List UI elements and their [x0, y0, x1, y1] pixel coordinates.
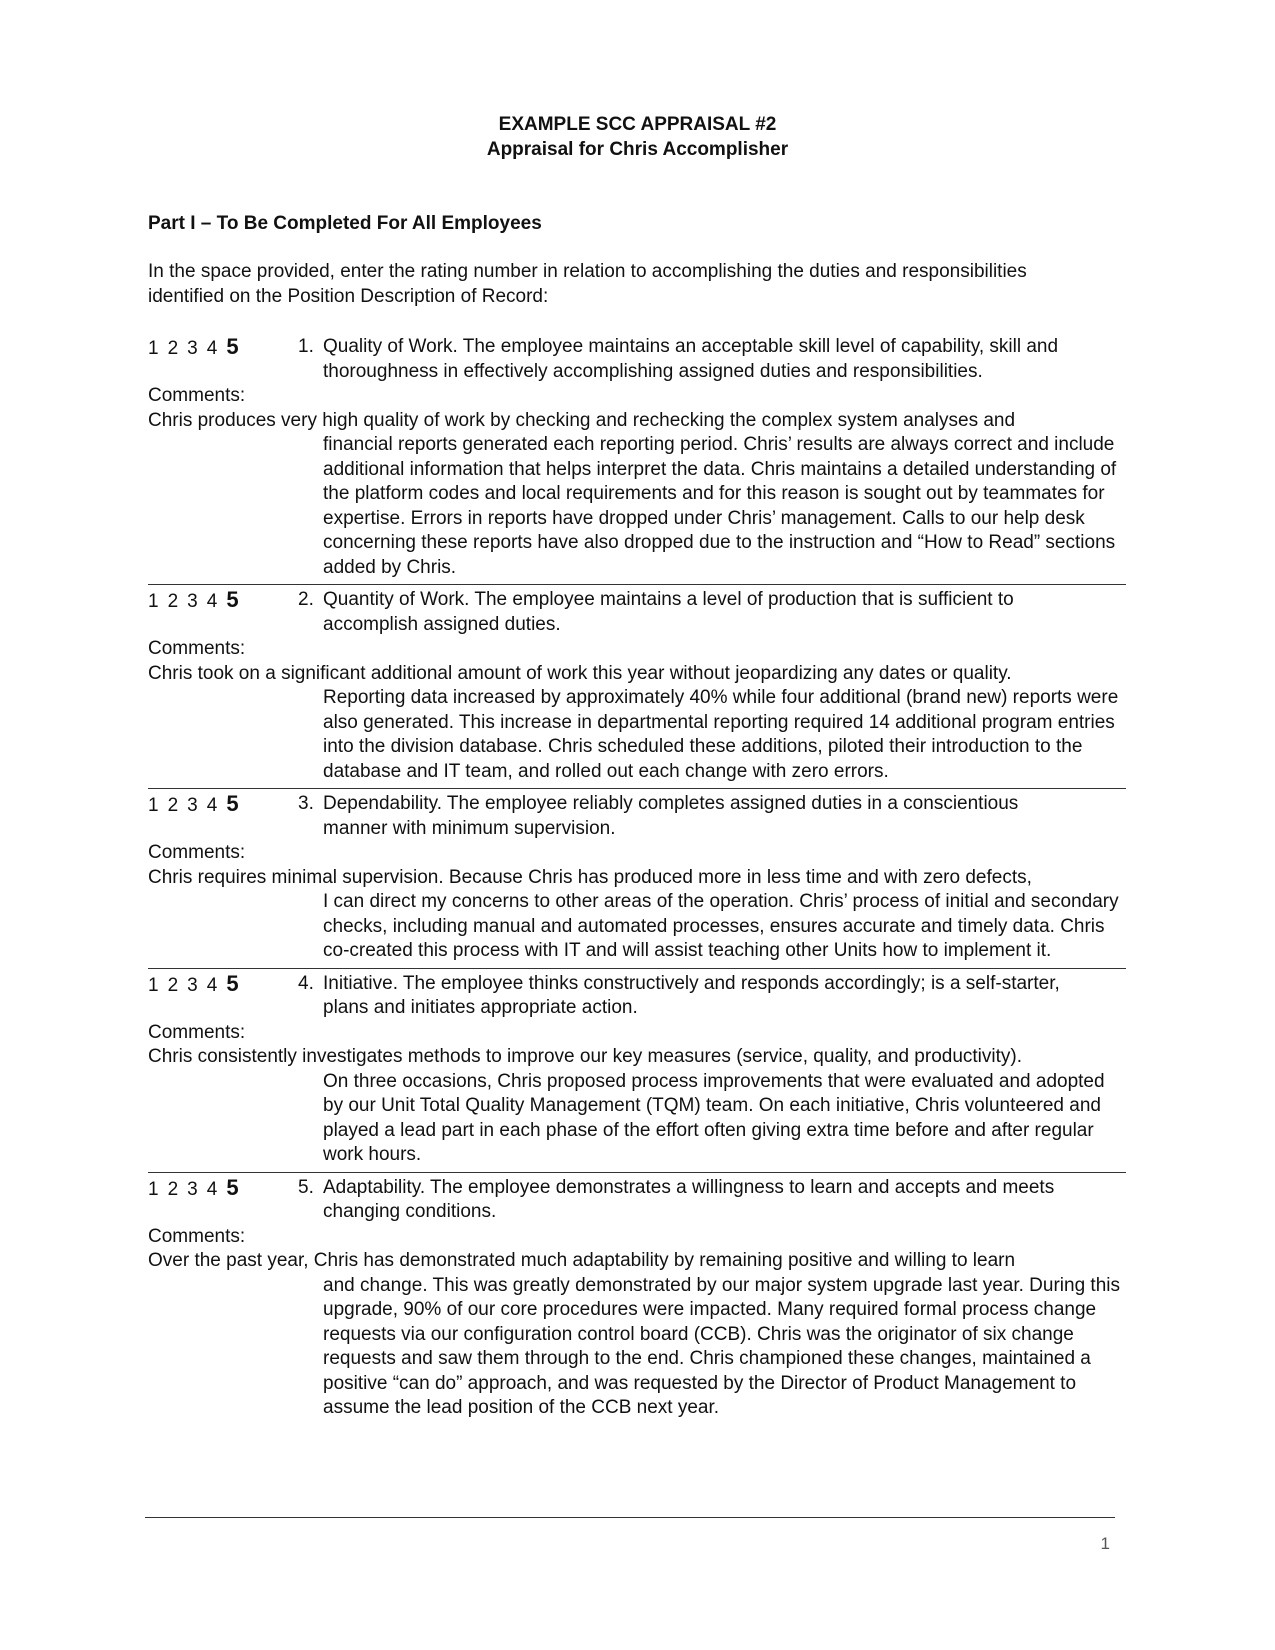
rating-option: 1: [148, 591, 159, 612]
criterion-text: Quality of Work. The employee maintains an acceptable skill level of capability, skill and thoroughness in effectively accomplishing assigned duties and responsibilities.: [323, 336, 1059, 382]
criterion-text: Quantity of Work. The employee maintains a level of production that is sufficient to accomplish assigned duties.: [323, 589, 1014, 635]
comments-label: Comments:: [148, 842, 246, 863]
rating-option: 4: [206, 1178, 218, 1200]
comment-text: Chris produces very high quality of work by checking and rechecking the complex system analyses and: [148, 409, 1016, 431]
rating-option: 5: [226, 791, 239, 816]
appraisal-item: [148, 584, 1126, 784]
rating-option: 1: [148, 974, 159, 996]
item-number: 1.: [298, 336, 314, 357]
document-title: EXAMPLE SCC APPRAISAL #2: [498, 114, 777, 135]
comment-text-continued: Reporting data increased by approximately 40% while four additional (brand new) reports were also generated. This increase in departmental reporting required 14 additional program entries into the division database. Chris scheduled these additions, piloted their introduction to the database and IT team, and rolled out each change with zero errors.: [323, 687, 1119, 782]
item-number: 3.: [298, 793, 314, 814]
item-number: 5.: [298, 1176, 314, 1198]
appraisal-items: [148, 335, 1126, 1421]
rating-option: 2: [167, 1178, 179, 1200]
rating-option: 1: [148, 795, 159, 816]
rating-option: 5: [226, 334, 239, 359]
rating-row: [148, 792, 1126, 841]
intro-text: In the space provided, enter the rating number in relation to accomplishing the duties and responsibilities identified on the Position Description of Record:: [148, 261, 1027, 307]
rating-option: 1: [148, 338, 159, 359]
rating-option: 5: [226, 587, 239, 612]
rating-option: 2: [167, 974, 179, 996]
rating-option: 4: [206, 591, 218, 612]
appraisal-item: [148, 788, 1126, 964]
rating-option: 4: [206, 974, 218, 996]
part-heading: Part I – To Be Completed For All Employees: [148, 213, 542, 234]
rating-option: 3: [187, 338, 198, 359]
title-block: [0, 112, 1275, 162]
comment-text: Chris requires minimal supervision. Because Chris has produced more in less time and with zero defects,: [148, 866, 1032, 888]
rating-row: [148, 335, 1126, 384]
rating-option: 2: [167, 591, 179, 612]
rating-scale: [148, 1176, 298, 1203]
comment-text: Chris took on a significant additional amount of work this year without jeopardizing any dates or quality.: [148, 662, 1012, 684]
criterion-text: Initiative. The employee thinks constructively and responds accordingly; is a self-starter, plans and initiates appropriate action.: [323, 972, 1060, 1018]
comments-label: Comments:: [148, 638, 246, 659]
criterion-text: Dependability. The employee reliably completes assigned duties in a conscientious manner with minimum supervision.: [323, 793, 1019, 839]
rating-option: 3: [187, 591, 198, 612]
rating-option: 3: [187, 1178, 198, 1200]
rating-option: 3: [187, 974, 198, 996]
footer-divider: [145, 1517, 1115, 1518]
appraisal-item: [148, 968, 1126, 1168]
rating-scale: [148, 972, 298, 999]
rating-option: 2: [167, 338, 179, 359]
page-number: 1: [1100, 1534, 1110, 1553]
rating-row: [148, 1176, 1126, 1225]
rating-option: 4: [206, 338, 218, 359]
comments-label: Comments:: [148, 1225, 246, 1247]
rating-row: [148, 972, 1126, 1021]
comment-text-continued: On three occasions, Chris proposed process improvements that were evaluated and adopted by our Unit Total Quality Management (TQM) team. On each initiative, Chris volunteered and played a lead part in each phase of the effort often giving extra time before and after regular work hours.: [323, 1070, 1105, 1165]
comment-text-continued: financial reports generated each reporting period. Chris’ results are always correct and include additional information that helps interpret the data. Chris maintains a detailed understanding of the platform codes and local requirements and for this reason is sought out by teammates for expertise. Errors in reports have dropped under Chris’ management. Calls to our help desk concerning these reports have also dropped due to the instruction and “How to Read” sections added by Chris.: [323, 434, 1117, 578]
rating-option: 5: [226, 1174, 239, 1200]
rating-scale: [148, 588, 298, 615]
rating-row: [148, 588, 1126, 637]
appraisal-item: [148, 1172, 1126, 1421]
comments-label: Comments:: [148, 1021, 246, 1043]
rating-option: 5: [226, 970, 239, 996]
criterion-text: Adaptability. The employee demonstrates a willingness to learn and accepts and meets changing conditions.: [323, 1176, 1055, 1222]
comment-text: Over the past year, Chris has demonstrated much adaptability by remaining positive and willing to learn: [148, 1250, 1016, 1271]
document-subtitle: Appraisal for Chris Accomplisher: [486, 139, 789, 160]
comment-text-continued: and change. This was greatly demonstrated by our major system upgrade last year. During this upgrade, 90% of our core procedures were impacted. Many required formal process change requests via our configuration control board (CCB). Chris was the originator of six change requests and saw them through to the end. Chris championed these changes, maintained a positive “can do” approach, and was requested by the Director of Product Management to assume the lead position of the CCB next year.: [323, 1274, 1120, 1418]
rating-option: 4: [206, 795, 218, 816]
item-number: 2.: [298, 589, 314, 610]
comment-text: Chris consistently investigates methods to improve our key measures (service, quality, and productivity).: [148, 1046, 1023, 1067]
comments-label: Comments:: [148, 385, 246, 406]
rating-scale: [148, 335, 298, 362]
comment-text-continued: I can direct my concerns to other areas of the operation. Chris’ process of initial and secondary checks, including manual and automated processes, ensures accurate and timely data. Chris co-created this process with IT and will assist teaching other Units how to implement it.: [323, 891, 1119, 961]
rating-scale: [148, 792, 298, 819]
item-number: 4.: [298, 972, 314, 994]
rating-option: 1: [148, 1178, 159, 1200]
appraisal-item: [148, 335, 1126, 580]
rating-option: 3: [187, 795, 198, 816]
rating-option: 2: [167, 795, 179, 816]
